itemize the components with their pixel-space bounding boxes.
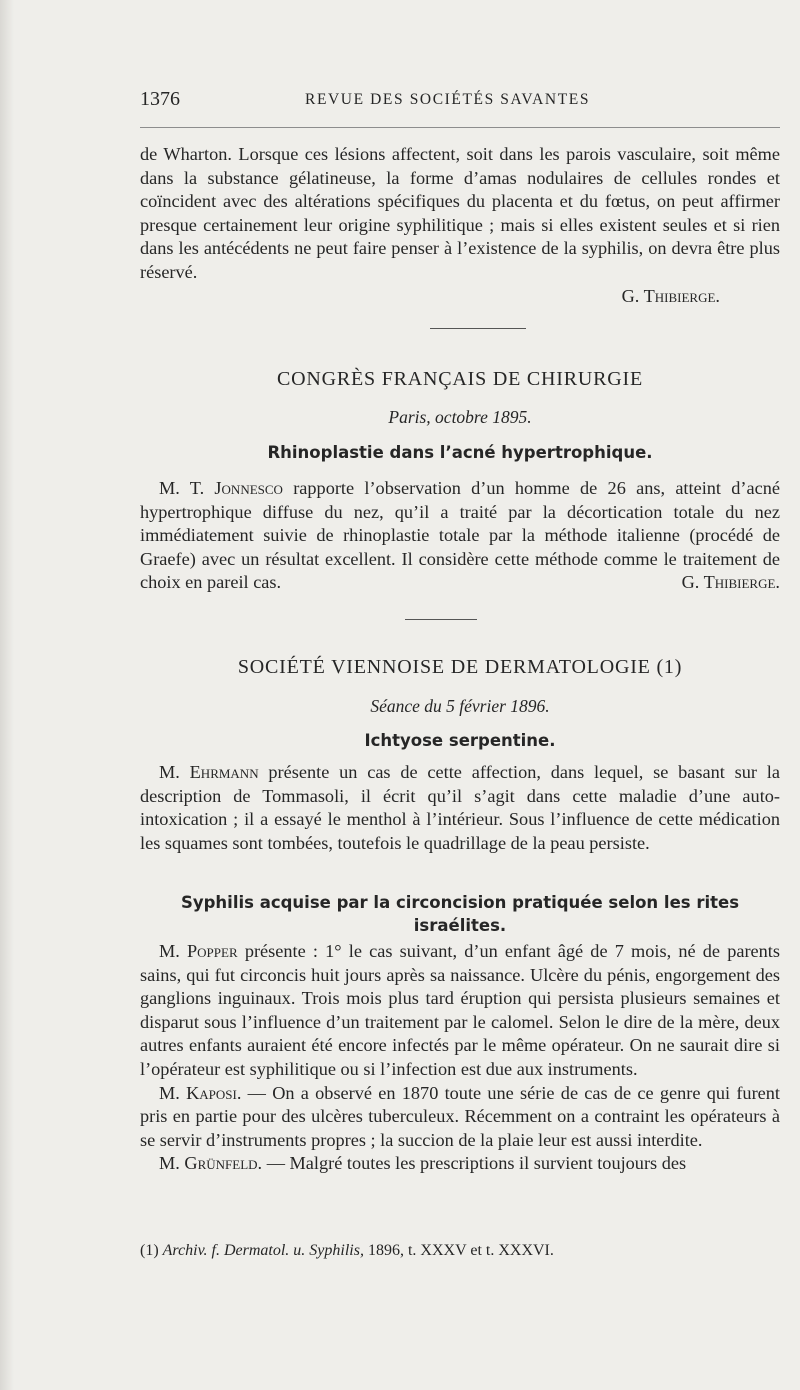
section-subtitle-congres: Paris, octobre 1895. [388,407,532,427]
author-ehrmann: M. Ehrmann [159,762,259,782]
article-syphilis-circoncision [140,940,780,1176]
section-title-congres: CONGRÈS FRANÇAIS DE CHIRURGIE [276,368,643,390]
paragraph-popper [140,940,780,1082]
article-heading-syphilis-circoncision: Syphilis acquise par la circoncision pratiquée selon les rites israélites. [180,893,740,935]
section-divider-2 [405,619,477,620]
page-number: 1376 [140,88,180,110]
article-heading-rhinoplastie: Rhinoplastie dans l’acné hypertrophique. [267,443,653,462]
section-title-societe-viennoise: SOCIÉTÉ VIENNOISE DE DERMATOLOGIE (1) [237,656,683,678]
section-subtitle-seance: Séance du 5 février 1896. [370,696,550,716]
section-divider-1 [430,328,526,329]
header-rule [140,127,780,128]
paragraph-grunfeld-text: — Malgré toutes les prescriptions il survient toujours des [262,1153,687,1174]
author-jonnesco: M. T. Jonnesco [159,478,283,498]
paragraph-popper-text: présente : 1° le cas suivant, d’un enfant âgé de 7 mois, né de parents sains, qui fut circoncis huit jours après sa naissance. Ulcère du pénis, engorgement des ganglions inguinaux. Trois mois plus tard éruption qui persista plusieurs semaines et disparut sous l’influence d’un traitement par le calomel. Selon le dire de la mère, deux autres enfants auraient été encore infectés par le même opérateur. On ne saurait dire si l’opérateur est syphilitique ou si l’infection est due aux instruments. [140,941,781,1079]
continuation-paragraph: de Wharton. Lorsque ces lésions affectent, soit dans les parois vasculaire, soit même dans la substance gélatineuse, la forme d’amas nodulaires de cellules rondes et coïncident avec des altérations spécifiques du placenta et du fœtus, on peut affirmer presque certainement leur origine syphilitique ; mais si elles existent seules et si rien dans les antécédents ne peut faire penser à l’existence de la syphilis, on devra être plus réservé. [140,144,780,282]
footnote-details: 1896, t. XXXV et t. XXXVI. [363,1242,554,1259]
section-thibierge-continuation [140,143,780,308]
signature-thibierge-1: G. Thibierge. [621,285,720,306]
paragraph-ehrmann [140,761,780,855]
author-popper: M. Popper [159,941,238,961]
running-head: REVUE DES SOCIÉTÉS SAVANTES [305,91,591,108]
paragraph-jonnesco [140,477,780,595]
paragraph-grunfeld [140,1152,780,1176]
footnote [140,1242,780,1260]
paragraph-ehrmann-text: présente un cas de cette affection, dans lequel, se basant sur la description de Tommasoli, il écrit qu’il s’agit dans cette maladie d’une auto-intoxication ; il a essayé le menthol à l’intérieur. Sous l’influence de cette médication les squames sont tombées, toutefois le quadrillage de la peau persiste. [140,762,780,853]
page-edge-shadow [0,0,14,1390]
article-ichtyose [140,761,780,855]
footnote-marker: (1) [140,1242,159,1259]
paragraph-jonnesco-text: rapporte l’observation d’un homme de 26 ans, atteint d’acné hypertrophique diffuse du nez, qu’il a traité par la décortication totale du nez immédiatement suivie de rhinoplastie totale par la méthode italienne (procédé de Graefe) avec un résultat excellent. Il considère cette méthode comme le traitement de choix en pareil cas. [140,478,780,593]
page-header [140,88,780,116]
author-kaposi: M. Kaposi. [159,1082,242,1103]
signature-thibierge-2: G. Thibierge. [681,572,780,593]
article-rhinoplastie [140,477,780,595]
footnote-journal: Archiv. f. Dermatol. u. Syphilis, [162,1242,364,1259]
paragraph-kaposi [140,1082,780,1153]
paragraph-kaposi-text: — On a observé en 1870 toute une série de cas de ce genre qui furent pris en partie pour des ulcères tuberculeux. Récemment on a contraint les opérateurs à se servir d’instruments propres ; la succion de la plaie leur est aussi interdite. [140,1082,780,1150]
author-grunfeld: M. Grünfeld. [159,1153,263,1174]
article-heading-ichtyose: Ichtyose serpentine. [364,731,556,750]
